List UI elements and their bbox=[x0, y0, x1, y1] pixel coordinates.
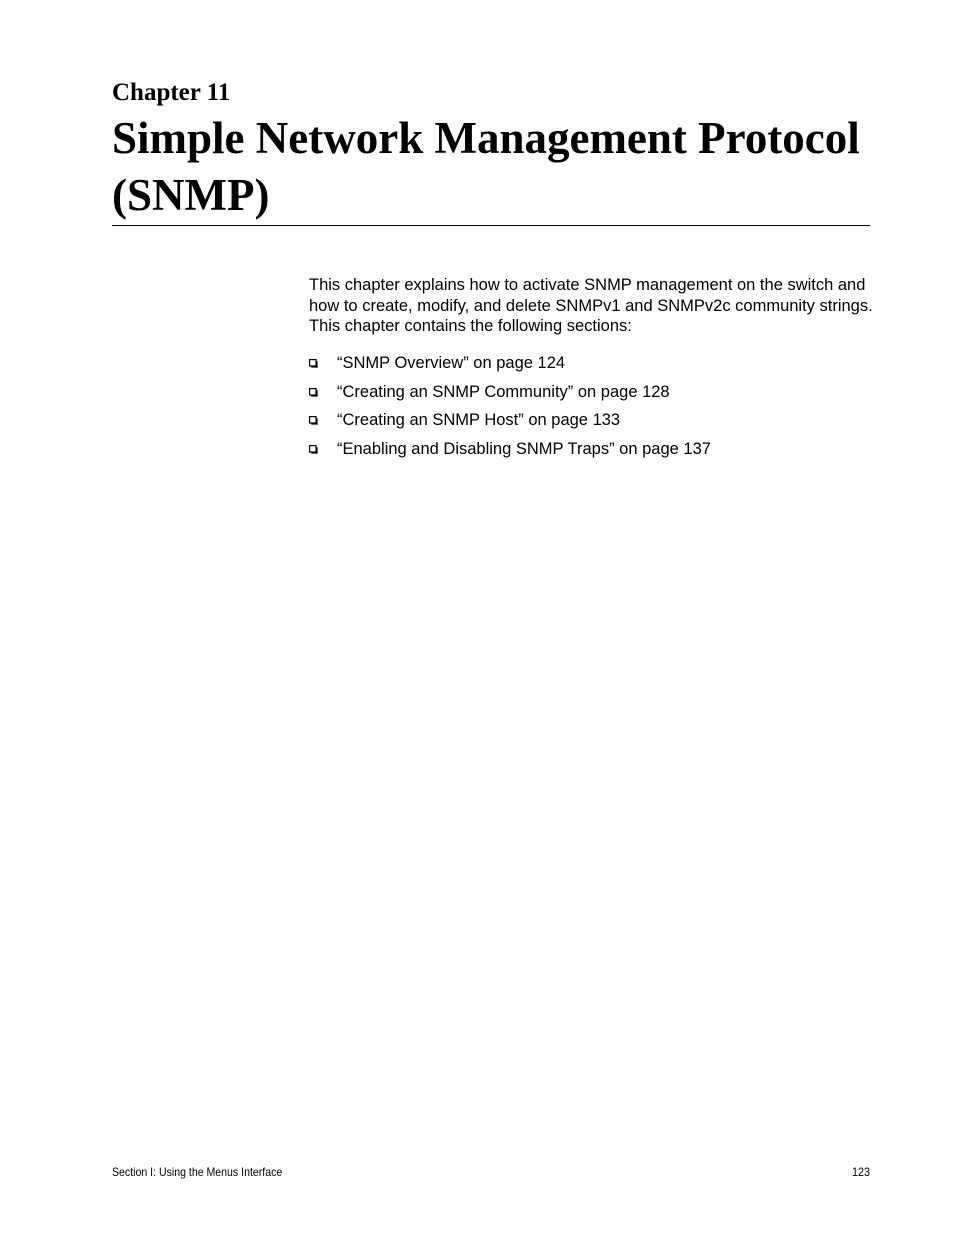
chapter-title: Simple Network Management Protocol (SNMP) bbox=[112, 113, 860, 220]
intro-paragraph: This chapter explains how to activate SNMP management on the switch and how to create, modify, and delete SNMPv1 and SNMPv2c community strings. This chapter contains the following sections: bbox=[309, 276, 873, 335]
footer-section-title: Section I: Using the Menus Interface bbox=[112, 1165, 283, 1179]
section-link[interactable]: “Creating an SNMP Host” on page 133 bbox=[337, 411, 621, 429]
footer-page-number: 123 bbox=[851, 1165, 870, 1179]
checkbox-bullet-icon bbox=[309, 416, 318, 425]
checkbox-bullet-icon bbox=[309, 445, 318, 454]
section-link[interactable]: “SNMP Overview” on page 124 bbox=[337, 354, 566, 372]
chapter-label: Chapter 11 bbox=[112, 79, 231, 106]
section-link[interactable]: “Enabling and Disabling SNMP Traps” on page 137 bbox=[337, 439, 711, 458]
checkbox-bullet-icon bbox=[309, 359, 318, 368]
title-divider bbox=[112, 225, 870, 226]
section-link[interactable]: “Creating an SNMP Community” on page 128 bbox=[337, 382, 670, 401]
checkbox-bullet-icon bbox=[309, 388, 318, 397]
